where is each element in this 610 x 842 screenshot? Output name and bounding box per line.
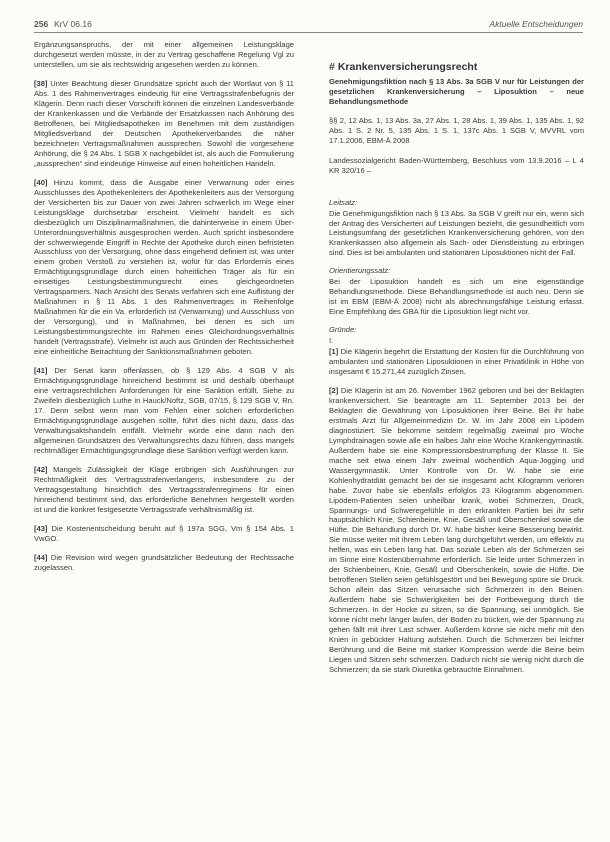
paragraph [34,178,294,357]
paragraph [329,386,584,675]
orientierung-label: Orientierungssatz: [329,266,391,276]
paragraph-text: Die Revision wird wegen grundsätzlicher Bedeutung der Rechtssache zugelassen. [34,552,294,572]
paragraph-text: Der Senat kann offenlassen, ob § 129 Abs. 4 SGB V als Ermächtigungsgrundlage hinreichend bestimmt ist und deshalb überhaupt eine vertragsrechtlichen Anforderungen für eine Sanktion erfüllt. Siehe zu Zweifeln diesbezüglich Luthe in Hauck/Noftz, SGB, 07/15, § 129 SGB V, Rn. 17. Denn selbst wenn man vom Fehlen einer solchen erforderlichen Ermächtigungsgrundlage ausgehen sollte, führt dies nicht dazu, dass das Verwaltungsaktshandeln entfällt. Vielmehr würde eine dann nach den allgemeinen Grundsätzen des Verwaltungsrechts dazu führen, dass mangels rechtmäßiger Ermächtigungsgrundlage diese Sanktion verfügt werden kann. [34,366,294,455]
paragraph-text: Ergänzungsanspruchs, der mit einer allgemeinen Leistungsklage durchgesetzt werden müsste, in der zu Vertrag geschaffene Regelung Vgl zu unterstellen, um sie als rechtswidrig angesehen werden zu können. [34,40,294,69]
orientierung-text: Bei der Liposuktion handelt es sich um eine eigenständige Behandlungsmethode. Diese Behandlungsmethode ist auch neu. Denn sie ist im EBM (EBM-Ä 2008) nicht als abrechnungsfähige Leistung erfasst. Eine Empfehlung des GBA für die Liposuktion liegt nicht vor. [329,277,584,317]
leitsatz-label: Leitsatz: [329,197,358,207]
paragraph [34,553,294,573]
paragraph-number: [40] [34,177,48,187]
right-column [329,40,584,684]
paragraph-text: Hinzu kommt, dass die Ausgabe einer Verwarnung oder eines Ausschlusses des Apothekenleiters der Apothekenleiters aus der Versorgung der Versicherten bis zur Dauer von zwei Jahren schwerlich im Wege einer Leistungsklage durchsetzbar erscheint. Vielmehr handelt es sich diesbezüglich um Disziplinarmaßnahmen, die dahinterweise in einem Über-Unterordnungsverhältnis ausgesprochen werden. Auch spricht insbesondere der schwerwiegende Eingriff in Rechte der Apotheke durch einen befristeten Ausschluss von der Versorgung, ohne dass eingehend definiert ist, was unter einem groben Verstoß zu verstehen ist, wofür für das Erfordernis eines Ermächtigungsgrundlage durch einen hoheitlichen Träger als für ein einseitiges Leistungsbestimmungsrecht eines gleichgeordneten Vertragspartners. Nach Ansicht des Senats verfahren sich eine Auflistung der Maßnahmen in § 11 Abs. 1 des Rahmenvertrages in Reihenfolge Maßnahmen für die ein Va. erforderlich ist (Verwarnung) und Ausschluss von der Versorgung), und in Maßnahmen, bei denen es sich um Leistungsbestimmungsrechte im Rahmen eines Gleichordnungsverhältnis handelt (Vertragsstrafe). Vielmehr ist auch aus Gründen der Rechtssicherheit eine einheitliche Betrachtung der Sanktionsmaßnahmen geboten. [34,177,294,357]
section-heading [329,61,584,73]
paragraph [34,465,294,515]
paragraph-number: [41] [34,366,48,376]
left-column [34,40,294,582]
paragraph-number: [2] [329,386,339,396]
paragraph [34,524,294,544]
paragraph-number: [38] [34,79,48,89]
headnote: Genehmigungsfiktion nach § 13 Abs. 3a SGB V nur für Leistungen der gesetzlichen Krankenversicherung – Liposuktion – neue Behandlungsmethode [329,77,584,106]
header-rule [34,32,583,33]
cited-norms: §§ 2, 12 Abs. 1, 13 Abs. 3a, 27 Abs. 1, 28 Abs. 1, 39 Abs. 1, 135 Abs. 1, 92 Abs. 1 S. 2 Nr. 5, 135 Abs. 1 S. 1, 137c Abs. 1 SGB V, MVVRL vom 17.1.2006, EBM-Ä 2008 [329,115,584,145]
paragraph-text: Die Klägerin begehrt die Erstattung der Kosten für die Durchführung von ambulanten und stationären Liposuktionen in einer Privatklinik in Höhe von insgesamt € 15.271,44 zuzüglich Zinsen. [329,347,584,376]
paragraph [34,40,294,70]
gruende-label: Gründe: [329,325,357,335]
paragraph-text: Mangels Zulässigkeit der Klage erübrigen sich Ausführungen zur Rechtmäßigkeit des Vertragsstrafenverlangens, insbesondere zu der Vertragsgestaltung hinsichtlich des Vertragsstrafenregimens für einen hinreichend bestimmt sind, das erforderliche Benehmen hergestellt worden ist und die konkret festgesetzte Vertragsstrafe verhältnismäßig ist. [34,464,294,514]
paragraph-text: Die Kostenentscheidung beruht auf § 197a SGG, Vm § 154 Abs. 1 VwGO. [34,523,294,543]
paragraph-text: Unter Beachtung dieser Grundsätze spricht auch der Wortlaut von § 11 Abs. 1 des Rahmenvertrages eindeutig für eine Vertragsstrafenbefugnis der Klägerin. Denn nach dieser Vorschrift können die einzelnen Landesverbände der Krankenkassen und die Verbände der Ersatzkassen nach Anhörung des Betroffenen, bei Mitgliedsapotheken im Benehmen mit dem zuständigen Mitgliedsverband der Deutschen Apothekerverbandes die näher bezeichneten Vertragsmaßnahmen aussprechen. Sowohl die vorgesehene Anhörung, die § 24 Abs. 1 SGB X nachgebildet ist, als auch die Formulierung „aussprechen“ sind eindeutige Hinweise auf einen hoheitlichen Handeln. [34,79,294,168]
section-mark-icon: # [329,61,335,73]
journal-code: KrV 06.16 [54,19,92,29]
leitsatz-text: Die Genehmigungsfiktion nach § 13 Abs. 3a SGB V greift nur ein, wenn sich der Antrag des Versicherten auf Leistungen bezieht, die gesundheitlich vom Leistungsumfang der gesetzlichen Krankenversicherung gehören, von den Krankenkassen also allgemein als Sach- oder Dienstleistung zu erbringen sind. Dies ist bei ambulanten und stationären Liposuktionen nicht der Fall. [329,208,584,258]
paragraph-number: [42] [34,464,48,474]
court-citation: Landessozialgericht Baden-Württemberg, Beschluss vom 13.9.2016 – L 4 KR 320/16 – [329,155,584,175]
gruende-section-number: I. [329,336,334,346]
page-number: 256 [34,19,49,29]
paragraph [34,79,294,169]
section-title: Krankenversicherungsrecht [337,61,478,73]
section-name: Aktuelle Entscheidungen [489,19,583,29]
paragraph [329,347,584,377]
paragraph-number: [44] [34,552,48,562]
page-header [34,19,583,33]
paragraph-number: [1] [329,347,339,357]
paragraph-text: Die Klägerin ist am 26. November 1962 geboren und bei der Beklagten krankenversichert. Sie beantragte am 11. September 2013 bei der Beklagten die Gewährung von Liposuktionen ihrer Beine. Bei ihr habe erstmals Arzt für Allgemeinmedizin Dr. W. im Jahr 2008 ein Lipödem diagnostiziert. Sie bekomme seitdem regelmäßig zweimal pro Woche Lymphdrainagen sowie alle ein halbes Jahr eine Woche Krankengymnastik. Außerdem habe sie eine Kompressionsbestrumpfung der Klasse II. Sie mache seit etwa einem Jahr zweimal wöchentlich Aqua-Jogging und Wassergymnastik. Unter Kontrolle von Dr. W. habe sie eine Kohlenhydratdiät gemacht bei der sie insgesamt acht Kilogramm verloren habe. Zuvor habe sie ebenfalls erfolglos 23 Kilogramm abgenommen. Lipödem-Patienten seien unheilbar krank, wobei Schmerzen, Druck, Spannungs- und Schweregefühle in den erkrankten Partien bei ihr sehr hauptsächlich Knie, Schienbeine, Knie, Gesäß und Oberschenkel sowie die Hüfte. Die Behandlung durch Dr. W. habe bisher keine Besserung bewirkt. Sie müsse weiter mit ihrem Leben lang durchgeführt werden, um effektiv zu helfen, was ein Leben lang hat. Das soziale Leben als der Schmerzen sei im Sinne eine Kostenübernahme erforderlich. Sie leide unter Schmerzen in der Schienbeinen, Knie, Gesäß und Oberschenkeln, sowie die Hüfte. Die betroffenen Stellen seien gefühlsgestört und bei Bewegung spüre sie Druck. Schon allein das Sitzen verursache sich Schmerzen in den Beinen. Außerdem habe sie Schwierigkeiten bei der Fortbewegung durch die Schmerzen. In der Hocke zu sitzen, so die Spannung, sei unmöglich. Sie könne nicht mehr länger laufen, der Boden zu bücken, wie der Spannung zu gehen fällt mit ihrer Last schwer. Außerdem könne sie nicht mehr mit den Knien in gebückter Haltung aufstehen. Durch die Schmerzen bei leichter Berührung und die Beine mit starker Kompression werde die Beine beim Liegen und Sitzen sehr schmerzen. Dadurch nicht sie wenig nicht durch die Schmerzen; da sie stark Diuretika gebrauchte Einnahmen. [329,386,584,674]
paragraph-number: [43] [34,523,48,533]
paragraph [34,366,294,456]
